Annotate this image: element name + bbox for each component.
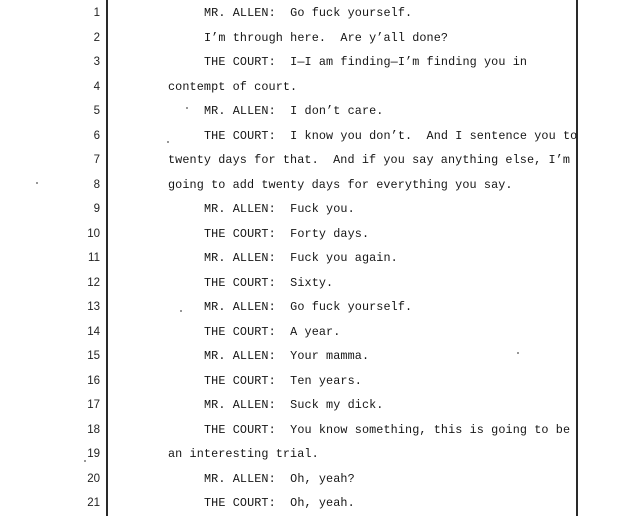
line-number: 18 xyxy=(87,423,100,436)
line-number: 21 xyxy=(87,497,100,509)
transcript-line xyxy=(0,274,620,299)
transcript-line xyxy=(0,372,620,397)
line-number: 6 xyxy=(93,129,100,142)
transcript-line xyxy=(0,323,620,348)
line-text: contempt of court. xyxy=(168,79,298,94)
transcript-line xyxy=(0,200,620,225)
line-number: 13 xyxy=(87,301,100,313)
line-text: I’m through here. Are y’all done? xyxy=(204,30,449,45)
transcript-line xyxy=(0,127,620,152)
line-number: 17 xyxy=(87,399,100,411)
scan-speck xyxy=(167,141,169,143)
transcript-line xyxy=(0,445,620,470)
line-text: MR. ALLEN: I don’t care. xyxy=(204,104,384,118)
line-number: 2 xyxy=(93,31,100,44)
transcript-line xyxy=(0,151,620,176)
scan-speck xyxy=(180,310,182,312)
line-text: MR. ALLEN: Go fuck yourself. xyxy=(204,300,413,314)
line-text: MR. ALLEN: Go fuck yourself. xyxy=(204,6,413,20)
line-number: 15 xyxy=(87,350,100,362)
transcript-line xyxy=(0,470,620,495)
scan-speck xyxy=(517,352,519,354)
line-number: 19 xyxy=(87,448,100,460)
transcript-line xyxy=(0,396,620,421)
transcript-line xyxy=(0,53,620,78)
transcript-line xyxy=(0,347,620,372)
line-text: THE COURT: I—I am finding—I’m finding you in xyxy=(204,55,528,69)
line-number: 8 xyxy=(93,178,100,191)
line-number: 11 xyxy=(88,252,100,264)
line-text: an interesting trial. xyxy=(168,447,319,461)
scan-speck xyxy=(84,460,86,462)
line-number: 12 xyxy=(87,276,100,289)
line-number: 5 xyxy=(93,105,100,117)
line-text: going to add twenty days for everything you say. xyxy=(168,177,513,192)
line-number: 16 xyxy=(87,374,100,387)
transcript-line xyxy=(0,4,620,29)
line-text: THE COURT: I know you don’t. And I sentence you to xyxy=(204,128,578,143)
line-text: THE COURT: Ten years. xyxy=(204,373,362,388)
line-number: 4 xyxy=(93,80,100,93)
transcript-lines xyxy=(0,4,620,519)
line-text: THE COURT: Forty days. xyxy=(204,226,370,241)
line-text: MR. ALLEN: Your mamma. xyxy=(204,349,370,363)
transcript-line xyxy=(0,176,620,201)
line-number: 1 xyxy=(93,7,100,19)
line-text: THE COURT: You know something, this is going to be xyxy=(204,422,571,437)
line-text: MR. ALLEN: Fuck you. xyxy=(204,202,355,216)
transcript-line xyxy=(0,249,620,274)
transcript-line xyxy=(0,78,620,103)
line-number: 14 xyxy=(87,325,100,338)
transcript-line xyxy=(0,298,620,323)
transcript-line xyxy=(0,225,620,250)
transcript-line xyxy=(0,29,620,54)
line-text: THE COURT: Oh, yeah. xyxy=(204,496,355,510)
scan-speck xyxy=(36,182,38,184)
line-number: 10 xyxy=(87,227,100,240)
line-text: THE COURT: A year. xyxy=(204,324,341,339)
line-number: 20 xyxy=(87,472,100,485)
line-text: twenty days for that. And if you say anything else, I’m xyxy=(168,153,571,167)
transcript-line xyxy=(0,421,620,446)
line-text: MR. ALLEN: Oh, yeah? xyxy=(204,471,355,486)
transcript-line xyxy=(0,494,620,519)
line-text: MR. ALLEN: Suck my dick. xyxy=(204,398,384,412)
line-text: THE COURT: Sixty. xyxy=(204,275,334,290)
line-number: 9 xyxy=(93,203,100,215)
line-text: MR. ALLEN: Fuck you again. xyxy=(204,251,398,265)
line-number: 7 xyxy=(93,154,100,166)
line-number: 3 xyxy=(93,56,100,68)
transcript-line xyxy=(0,102,620,127)
scan-speck xyxy=(186,107,188,109)
